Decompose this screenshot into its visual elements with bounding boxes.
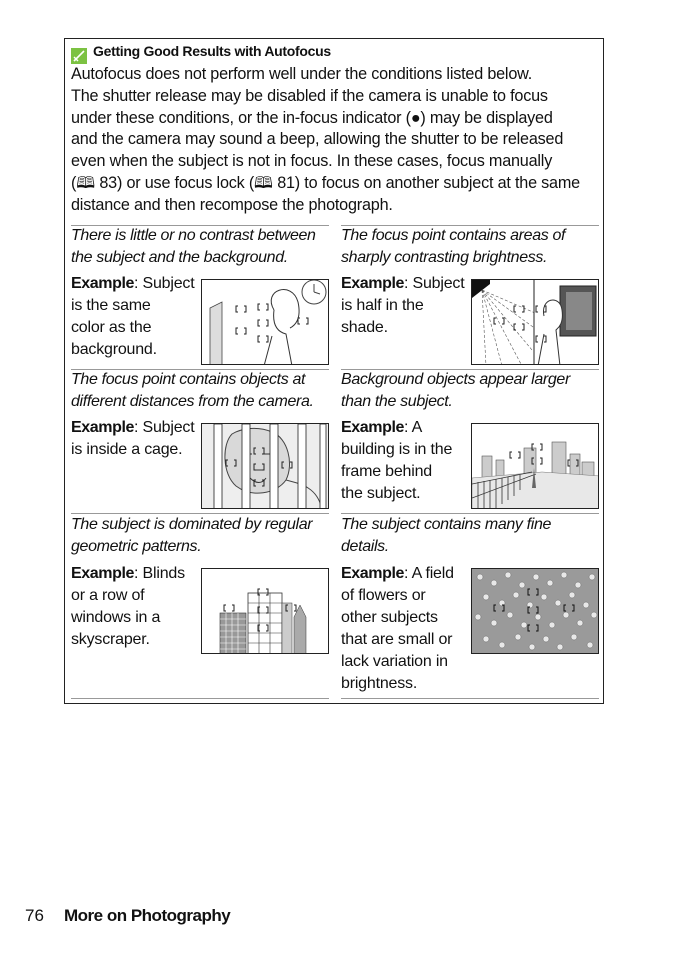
- divider: [71, 698, 329, 699]
- flower-field-illustration: [471, 568, 599, 654]
- example-text: Example: Subject is the same color as the background.: [71, 275, 195, 358]
- low-contrast-illustration: [201, 279, 329, 365]
- example-text: Example: A building is in the frame behind the subject.: [341, 419, 453, 502]
- page-number: 76: [25, 906, 44, 925]
- condition-text: The subject is dominated by regular geometric patterns.: [71, 516, 313, 555]
- section-title: More on Photography: [64, 906, 231, 925]
- check-icon: [71, 48, 87, 64]
- example-text: Example: A field of flowers or other subjects that are small or lack variation in brightness.: [341, 565, 454, 692]
- half-shade-illustration: [471, 279, 599, 365]
- example-text: Example: Blinds or a row of windows in a skyscraper.: [71, 565, 185, 648]
- caged-lion-illustration: [201, 423, 329, 509]
- intro-paragraph: Autofocus does not perform well under the conditions listed below. The shutter release may be disabled if the camera is unable to focus under these conditions, or the in-focus indicator (●) may be displayed and the camera may sound a beep, allowing the shutter to be released even when the subject is not in focus. In these cases, focus manually (🕮 83) or use focus lock (🕮 81) to focus on another subject at the same distance and then recompose the photograph.: [71, 65, 580, 214]
- condition-text: There is little or no contrast between the subject and the background.: [71, 227, 316, 266]
- condition-text: The focus point contains areas of sharply contrasting brightness.: [341, 227, 566, 266]
- skyscraper-illustration: [201, 568, 329, 654]
- condition-text: The subject contains many fine details.: [341, 516, 552, 555]
- example-text: Example: Subject is inside a cage.: [71, 419, 195, 458]
- condition-text: Background objects appear larger than the subject.: [341, 371, 570, 410]
- example-text: Example: Subject is half in the shade.: [341, 275, 465, 336]
- autofocus-note-box: Getting Good Results with Autofocus Autofocus does not perform well under the conditions listed below. The shutter release may be disabled if the camera is unable to focus under these conditions, or the in-focus indicator (●) may be displayed and the camera may sound a beep, allowing the shutter to be released even when the subject is not in focus. In these cases, focus manually (🕮 83) or use focus lock (🕮 81) to focus on another subject at the same distance and then recompose the photograph. There is little or no contrast between the subject and the background. Example: Subject is the same color as the background. The focus point contains areas of sharply contrasting brightness. Example: Subject is half in the shade. The focus point contains objects at different distances from the camera. Example: Subject is inside a cage. Background objects appear larger than the subject. Example: A building is in the frame behind the subject. The subject is dominated by regular geometric patterns. Example: Blinds or a row of windows in a skyscraper. The subject contains many fine details. Example: A field of flowers or other subjects that are small or lack variation in brightness.: [64, 38, 604, 704]
- building-behind-illustration: [471, 423, 599, 509]
- condition-text: The focus point contains objects at different distances from the camera.: [71, 371, 314, 410]
- divider: [341, 698, 599, 699]
